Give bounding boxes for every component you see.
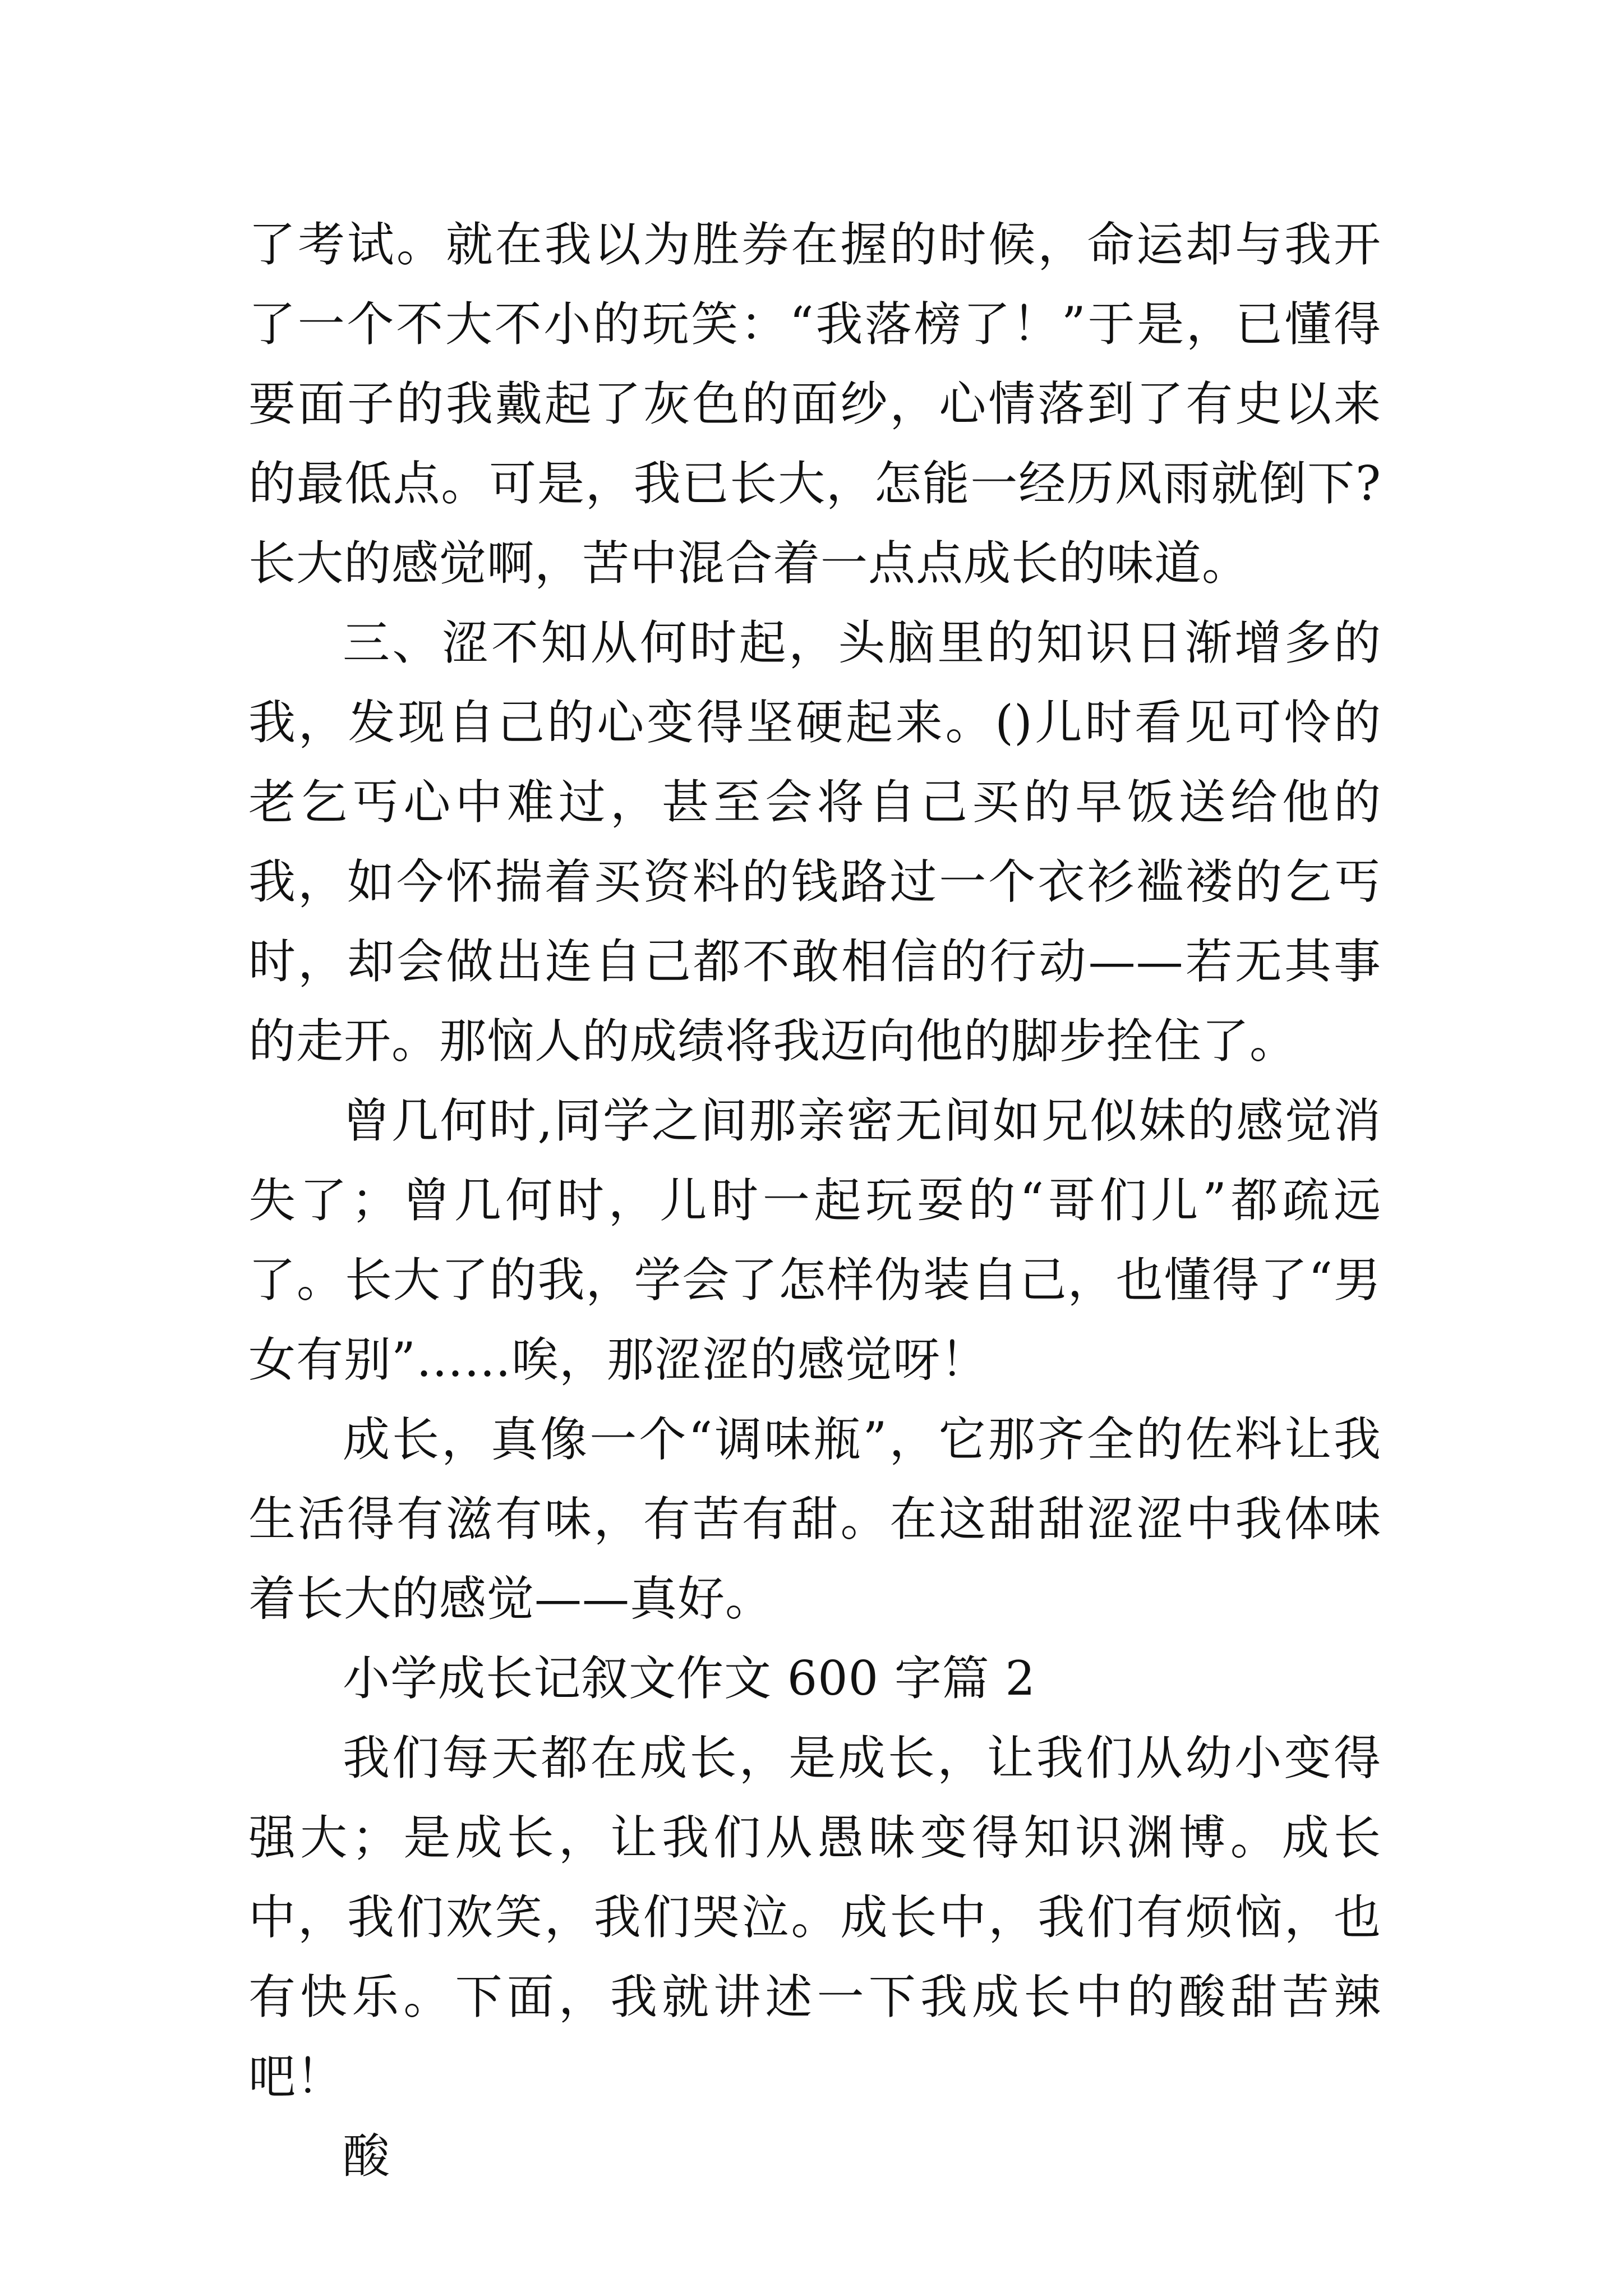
essay-title: 小学成长记叙文作文 600 字篇 2: [343, 1651, 1036, 1706]
paragraph-continued-exam: 了考试。就在我以为胜券在握的时候，命运却与我开了一个不大不小的玩笑：“我落榜了！”于是，已懂得要面子的我戴起了灰色的面纱，心情落到了有史以来的最低点。可是，我已长大，怎能一经历风雨就倒下?长大的感觉啊，苦中混合着一点点成长的味道。: [248, 217, 1381, 591]
paragraph-once-upon-a-time: 曾几何时,同学之间那亲密无间如兄似妹的感觉消失了；曾几何时，儿时一起玩耍的“哥们儿”都疏远了。长大了的我，学会了怎样伪装自己，也懂得了“男女有别”……唉，那涩涩的感觉呀！: [248, 1093, 1381, 1387]
paragraph-section-three: 三、涩不知从何时起，头脑里的知识日渐增多的我，发现自己的心变得坚硬起来。()儿时看见可怜的老乞丐心中难过，甚至会将自己买的早饭送给他的我，如今怀揣着买资料的钱路过一个衣衫褴褛的乞丐时，却会做出连自己都不敢相信的行动——若无其事的走开。那恼人的成绩将我迈向他的脚步拴住了。: [248, 615, 1381, 1069]
section-heading-sour: 酸: [343, 2129, 391, 2184]
paragraph-growing-every-day: 我们每天都在成长，是成长，让我们从幼小变得强大；是成长，让我们从愚昧变得知识渊博。成长中，我们欢笑，我们哭泣。成长中，我们有烦恼，也有快乐。下面，我就讲述一下我成长中的酸甜苦辣吧！: [248, 1731, 1381, 2104]
document-body: [248, 205, 1381, 2196]
paragraph-seasoning-bottle: 成长，真像一个“调味瓶”，它那齐全的佐料让我生活得有滋有味，有苦有甜。在这甜甜涩涩中我体味着长大的感觉——真好。: [248, 1412, 1381, 1626]
